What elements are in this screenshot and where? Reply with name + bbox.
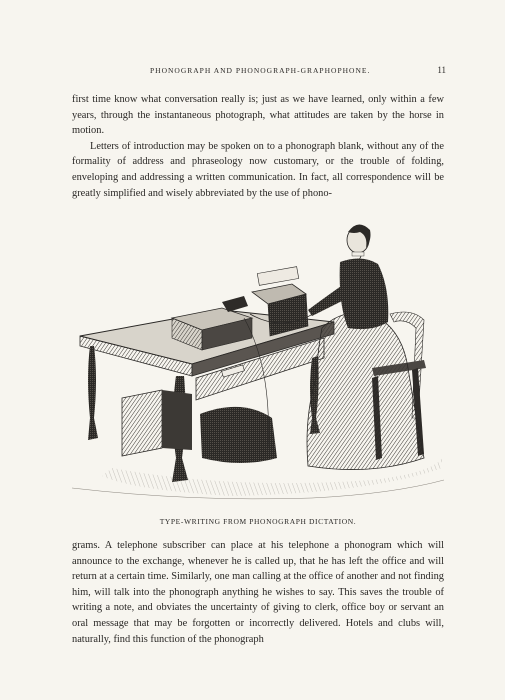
page-number: 11	[437, 65, 446, 75]
running-head-title: PHONOGRAPH AND PHONOGRAPH-GRAPHOPHONE.	[150, 66, 371, 75]
bottom-text-block	[72, 538, 444, 647]
engraving-figure	[72, 218, 444, 508]
figure-caption: TYPE-WRITING FROM PHONOGRAPH DICTATION.	[159, 517, 357, 526]
typewriting-engraving-image	[72, 218, 444, 508]
paragraph-continuation: first time know what conversation really is; just as we have learned, only within a few years, through the instantaneous photograph, what attitudes are taken by the horse in motion.	[72, 94, 444, 137]
paragraph-letters-of-introduction: Letters of introduction may be spoken on to a phonograph blank, without any of the formality of address and phraseology now customary, or the trouble of folding, enveloping and addressing a written communication. In fact, all correspondence will be greatly simplified and wisely abbreviated by the use of phono-	[72, 140, 444, 199]
top-text-block	[72, 92, 444, 201]
paragraph-phonograms: grams. A telephone subscriber can place at his telephone a phonogram which will announce to the exchange, whenever he is called up, that he has left the office and will return at a certain time. Similarly, one man calling at the office of another and not finding him, will talk into the phonograph anything he wishes to say. This saves the trouble of writing a note, and obviates the uncertainty of giving to clerk, office boy or servant an oral message that may be forgotten or incorrectly delivered. Hotels and clubs will, naturally, find this function of the phonograph	[72, 540, 444, 645]
